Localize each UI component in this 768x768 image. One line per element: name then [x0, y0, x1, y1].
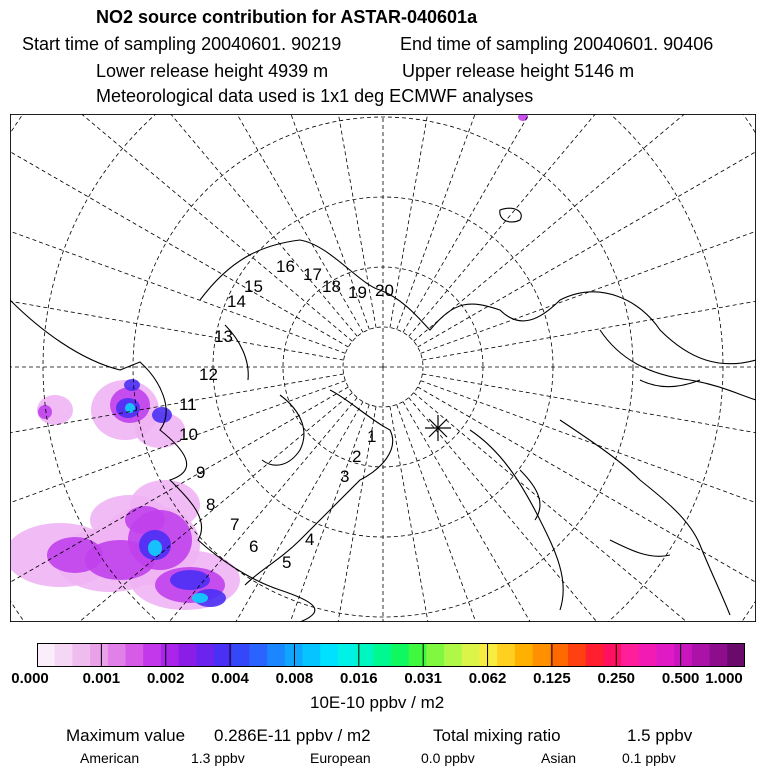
colorbar-cell [426, 643, 444, 667]
plume-cell [192, 593, 208, 603]
colorbar-cell [621, 643, 639, 667]
trajectory-label: 18 [322, 277, 341, 296]
max-label: Maximum value [66, 726, 186, 745]
colorbar-cell [55, 643, 73, 667]
colorbar-tick-label: 0.250 [597, 670, 636, 687]
trajectory-label: 14 [227, 292, 246, 311]
colorbar-cell [692, 643, 710, 667]
plume-cell [38, 405, 52, 419]
colorbar-cell [657, 643, 675, 667]
colorbar-cell [515, 643, 533, 667]
colorbar-tick-label: 0.000 [11, 670, 49, 687]
colorbar-cell [90, 643, 108, 667]
trajectory-label: 16 [276, 257, 295, 276]
colorbar-cell [338, 643, 356, 667]
map-title: NO2 source contribution for ASTAR-040601a [96, 7, 478, 27]
colorbar-cell [409, 643, 427, 667]
total-label: Total mixing ratio [433, 726, 561, 745]
plume-cell [148, 540, 162, 556]
colorbar-cell [232, 643, 250, 667]
colorbar-cell [727, 643, 745, 667]
trajectory-label: 10 [179, 425, 198, 444]
region-american: American [80, 750, 140, 766]
colorbar-cell [444, 643, 462, 667]
colorbar-cell [143, 643, 161, 667]
colorbar-cell [533, 643, 551, 667]
trajectory-label: 20 [375, 281, 394, 300]
trajectory-label: 15 [244, 277, 263, 296]
sampling-end: End time of sampling 20040601. 90406 [400, 34, 714, 54]
sampling-start: Start time of sampling 20040601. 90219 [22, 34, 342, 54]
colorbar-cell [72, 643, 90, 667]
colorbar-tick-label: 0.008 [275, 670, 314, 687]
colorbar [37, 643, 745, 667]
colorbar-tick-label: 0.001 [82, 670, 121, 687]
colorbar-cell [586, 643, 604, 667]
trajectory-label: 11 [179, 395, 197, 414]
colorbar-cell [37, 643, 55, 667]
trajectory-label: 12 [199, 365, 218, 384]
colorbar-cell [108, 643, 126, 667]
trajectory-label: 4 [305, 530, 315, 549]
colorbar-cell [303, 643, 321, 667]
colorbar-cell [214, 643, 232, 667]
colorbar-tick-label: 1.000 [705, 670, 743, 687]
colorbar-cell [285, 643, 303, 667]
colorbar-cell [179, 643, 197, 667]
colorbar-cell [462, 643, 480, 667]
region-asian: Asian [541, 750, 577, 766]
trajectory-label: 1 [367, 427, 377, 446]
max-value: 0.286E-11 ppbv / m2 [214, 726, 371, 745]
colorbar-cell [639, 643, 657, 667]
polar-map [10, 114, 756, 622]
colorbar-cell [320, 643, 338, 667]
colorbar-cell [373, 643, 391, 667]
trajectory-label: 9 [196, 463, 206, 482]
value-european: 0.0 ppbv [421, 750, 475, 766]
trajectory-label: 3 [340, 467, 350, 486]
trajectory-label: 17 [303, 265, 322, 284]
colorbar-tick-label: 0.002 [146, 670, 185, 687]
plume-cell [152, 407, 172, 423]
colorbar-cell [497, 643, 515, 667]
colorbar-cell [126, 643, 144, 667]
colorbar-cell [161, 643, 179, 667]
colorbar-cell [550, 643, 568, 667]
trajectory-label: 8 [206, 495, 216, 514]
region-european: European [310, 750, 371, 766]
colorbar-cell [710, 643, 728, 667]
colorbar-cell [568, 643, 586, 667]
value-american: 1.3 ppbv [191, 750, 245, 766]
total-value: 1.5 ppbv [627, 726, 693, 745]
colorbar-tick-label: 0.004 [211, 670, 249, 687]
colorbar-cell [391, 643, 409, 667]
colorbar-tick-label: 0.125 [533, 670, 571, 687]
trajectory-label: 7 [230, 515, 240, 534]
colorbar-cell [603, 643, 621, 667]
colorbar-tick-label: 0.500 [661, 670, 700, 687]
trajectory-label: 19 [348, 283, 367, 302]
plume-cell [125, 403, 135, 413]
colorbar-cell [249, 643, 267, 667]
release-upper: Upper release height 5146 m [402, 61, 635, 81]
colorbar-tick-label: 0.062 [468, 670, 507, 687]
release-lower: Lower release height 4939 m [96, 61, 329, 81]
colorbar-cell [267, 643, 285, 667]
plume-cell [124, 379, 140, 391]
plume-cell [125, 506, 165, 534]
colorbar-tick-label: 0.031 [404, 670, 442, 687]
trajectory-label: 5 [282, 553, 292, 572]
trajectory-label: 6 [249, 537, 259, 556]
colorbar-cell [480, 643, 498, 667]
colorbar-tick-label: 0.016 [340, 670, 378, 687]
colorbar-cell [674, 643, 692, 667]
trajectory-label: 13 [214, 327, 233, 346]
trajectory-label: 2 [352, 447, 362, 466]
meteo-info: Meteorological data used is 1x1 deg ECMWF analyses [96, 86, 534, 106]
value-asian: 0.1 ppbv [622, 750, 676, 766]
colorbar-cell [196, 643, 214, 667]
colorbar-unit: 10E-10 ppbv / m2 [310, 693, 445, 712]
